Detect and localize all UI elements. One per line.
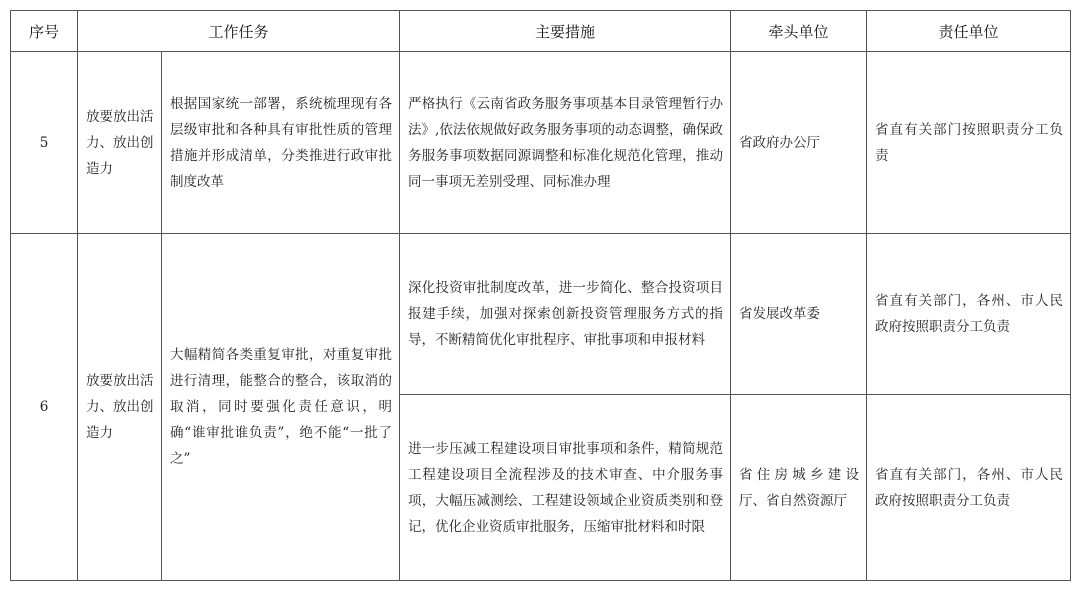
header-measure: 主要措施 <box>400 11 731 52</box>
row-responsible-unit: 省直有关部门按照职责分工负责 <box>867 52 1071 234</box>
row-lead-unit: 省政府办公厅 <box>731 52 867 234</box>
row-task: 大幅精简各类重复审批，对重复审批进行清理，能整合的整合，该取消的取消，同时要强化责任意识，明确“谁审批谁负责”，绝不能“一批了之” <box>162 234 400 581</box>
row-measure: 深化投资审批制度改革，进一步简化、整合投资项目报建手续，加强对探索创新投资管理服务方式的指导，不断精简优化审批程序、审批事项和申报材料 <box>400 234 731 395</box>
row-responsible-unit: 省直有关部门，各州、市人民政府按照职责分工负责 <box>867 234 1071 395</box>
header-index: 序号 <box>11 11 78 52</box>
row-index: 5 <box>11 52 78 234</box>
row-index: 6 <box>11 234 78 581</box>
row-task: 根据国家统一部署，系统梳理现有各层级审批和各种具有审批性质的管理措施并形成清单，分类推进行政审批制度改革 <box>162 52 400 234</box>
row-lead-unit: 省住房城乡建设厅、省自然资源厅 <box>731 395 867 581</box>
header-lead: 牵头单位 <box>731 11 867 52</box>
row-category: 放要放出活力、放出创造力 <box>78 234 162 581</box>
table-row <box>11 52 1071 234</box>
header-task: 工作任务 <box>78 11 400 52</box>
row-measure: 进一步压减工程建设项目审批事项和条件，精简规范工程建设项目全流程涉及的技术审查、中介服务事项，大幅压减测绘、工程建设领域企业资质类别和登记，优化企业资质审批服务，压缩审批材料和时限 <box>400 395 731 581</box>
table-row <box>11 234 1071 395</box>
row-responsible-unit: 省直有关部门，各州、市人民政府按照职责分工负责 <box>867 395 1071 581</box>
header-responsible: 责任单位 <box>867 11 1071 52</box>
row-category: 放要放出活力、放出创造力 <box>78 52 162 234</box>
row-measure: 严格执行《云南省政务服务事项基本目录管理暂行办法》,依法依规做好政务服务事项的动态调整，确保政务服务事项数据同源调整和标准化规范化管理，推动同一事项无差别受理、同标准办理 <box>400 52 731 234</box>
policy-table <box>10 10 1071 581</box>
header-row <box>11 11 1071 52</box>
row-lead-unit: 省发展改革委 <box>731 234 867 395</box>
